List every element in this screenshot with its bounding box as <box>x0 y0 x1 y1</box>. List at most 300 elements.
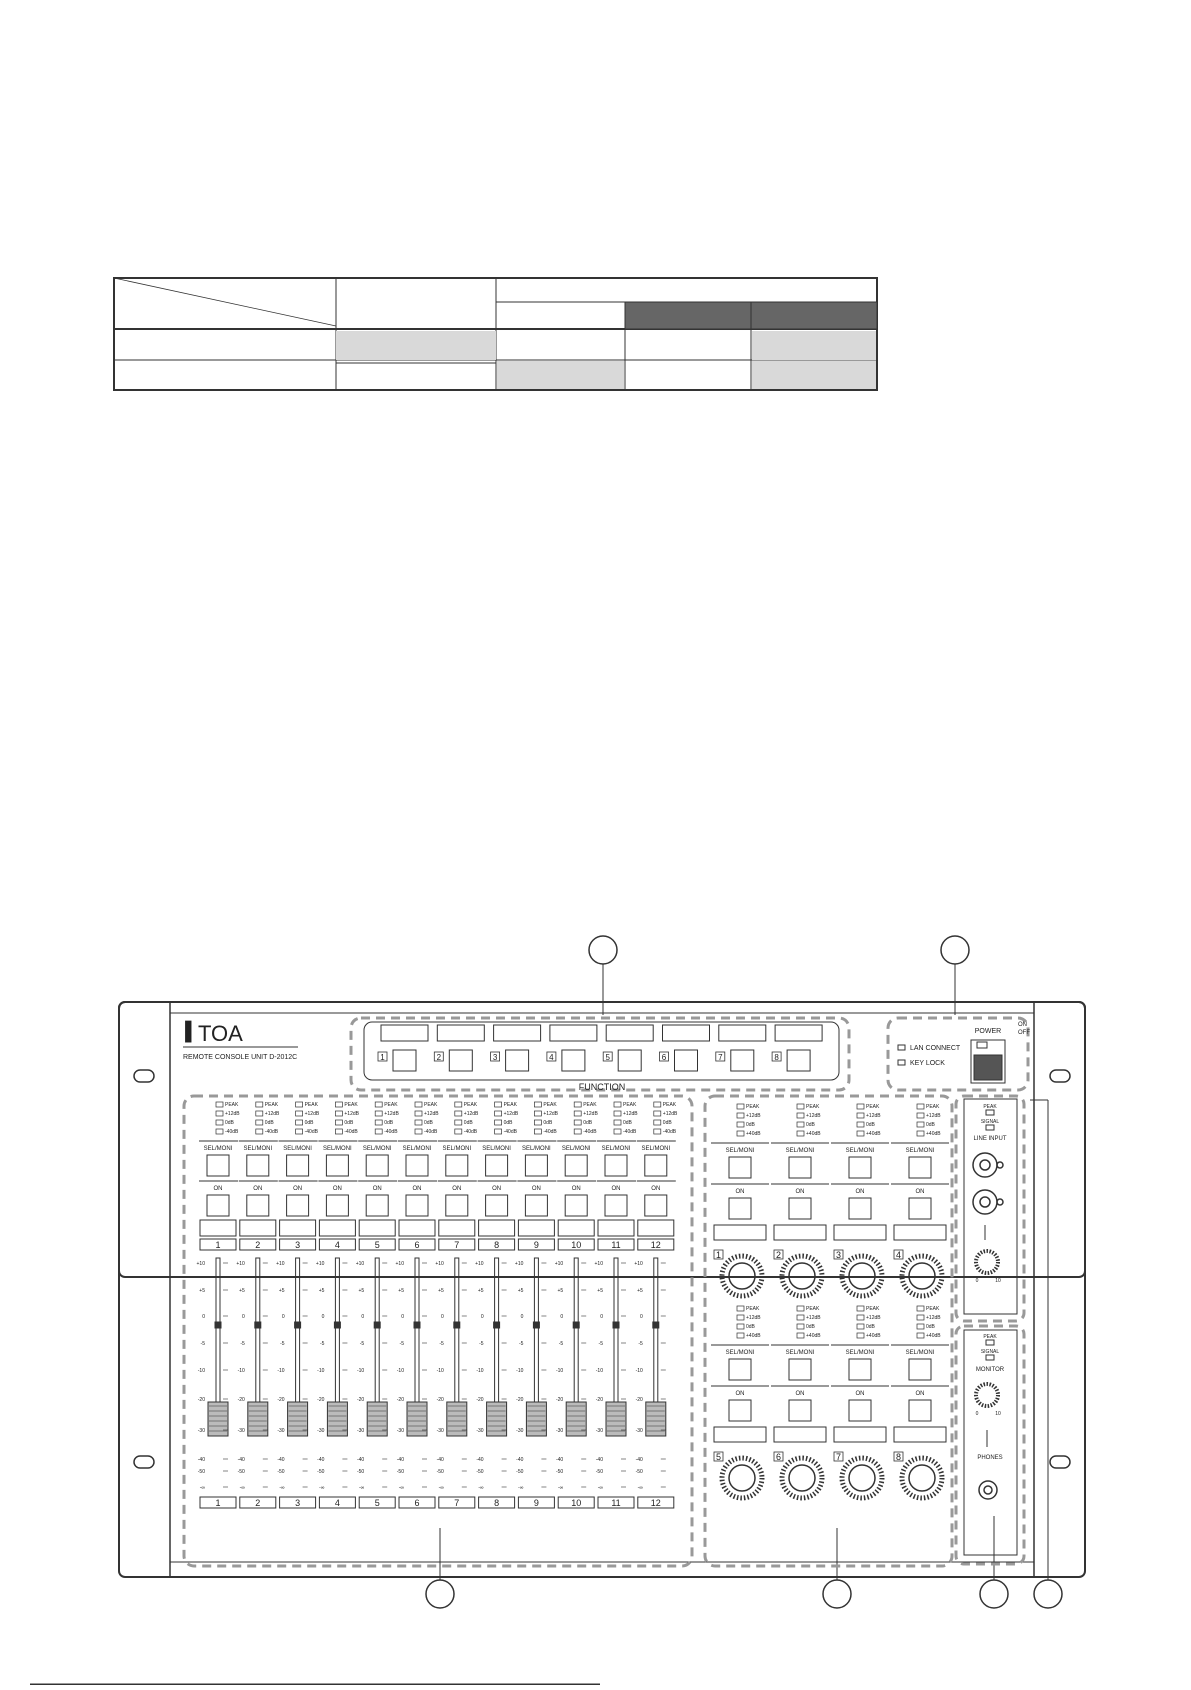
fader-scale-label: +5 <box>637 1288 643 1294</box>
meter-led <box>415 1111 422 1116</box>
rotary-number: 3 <box>835 1250 842 1260</box>
channel-name-display <box>774 1427 826 1442</box>
fader-channel <box>435 1101 479 1508</box>
fader-slot <box>614 1258 618 1418</box>
meter-led <box>857 1324 864 1329</box>
line-input-min: 0 <box>975 1278 979 1284</box>
meter-label: -40dB <box>623 1129 637 1135</box>
line-input-jack-center <box>980 1160 990 1170</box>
fader-scale-label: -40 <box>436 1457 444 1463</box>
fader-scale-label: -40 <box>635 1457 643 1463</box>
fader-scale-label: +10 <box>355 1261 365 1267</box>
meter-led <box>797 1324 804 1329</box>
on-button[interactable] <box>406 1195 428 1216</box>
fader-scale-label: +10 <box>315 1261 325 1267</box>
sel-moni-button[interactable] <box>247 1155 269 1176</box>
function-button[interactable] <box>562 1050 585 1071</box>
function-button[interactable] <box>618 1050 641 1071</box>
channel-number: 6 <box>414 1240 420 1250</box>
fader-scale-label: -∞ <box>319 1485 325 1491</box>
meter-led <box>574 1120 581 1125</box>
meter-led <box>415 1120 422 1125</box>
meter-led <box>797 1333 804 1338</box>
line-input-max: 10 <box>995 1278 1001 1284</box>
channel-number: 9 <box>533 1240 539 1250</box>
monitor-signal-led <box>986 1355 994 1360</box>
meter-label: PEAK <box>662 1102 677 1108</box>
sel-moni-label: SEL/MONI <box>725 1148 755 1154</box>
meter-led <box>654 1111 661 1116</box>
rotary-encoder-ring <box>842 1458 882 1498</box>
meter-label: PEAK <box>344 1102 358 1108</box>
meter-label: +40dB <box>866 1333 881 1339</box>
meter-led <box>614 1102 621 1107</box>
fader-slot <box>216 1258 220 1418</box>
unity-marker <box>334 1322 340 1328</box>
meter-label: -40dB <box>543 1129 557 1135</box>
line-input-jack <box>973 1190 997 1214</box>
meter-label: +40dB <box>926 1333 941 1339</box>
line-input-section <box>956 1096 1024 1321</box>
fader-scale-label: -10 <box>317 1368 325 1374</box>
rotary-number: 8 <box>895 1452 902 1462</box>
function-display <box>775 1025 822 1041</box>
rotary-channel <box>771 1306 829 1498</box>
sel-moni-label: SEL/MONI <box>362 1146 392 1152</box>
on-button[interactable] <box>565 1195 587 1216</box>
sel-moni-label: SEL/MONI <box>402 1146 432 1152</box>
unity-marker <box>215 1322 221 1328</box>
on-button[interactable] <box>525 1195 547 1216</box>
sel-moni-button[interactable] <box>729 1157 751 1178</box>
sel-moni-label: SEL/MONI <box>522 1146 551 1152</box>
bottom-channel-number: 11 <box>611 1498 621 1508</box>
fader-scale-label: -5 <box>240 1341 245 1347</box>
on-label: ON <box>452 1186 462 1192</box>
on-label: ON <box>253 1186 263 1192</box>
on-button[interactable] <box>486 1195 508 1216</box>
sel-moni-label: SEL/MONI <box>243 1146 273 1152</box>
on-button[interactable] <box>446 1195 468 1216</box>
fader-scale-label: -20 <box>356 1397 365 1403</box>
meter-led <box>917 1113 924 1118</box>
fader-scale-label: +5 <box>278 1288 285 1294</box>
on-label: ON <box>915 1189 925 1195</box>
meter-label: PEAK <box>304 1102 318 1108</box>
rotary-encoder-knob <box>789 1465 815 1491</box>
unity-marker <box>573 1322 579 1328</box>
meter-led <box>614 1129 621 1134</box>
sel-moni-label: SEL/MONI <box>845 1350 875 1356</box>
meter-label: +40dB <box>806 1131 821 1137</box>
sel-moni-label: SEL/MONI <box>785 1148 815 1154</box>
meter-led <box>737 1104 744 1109</box>
on-button[interactable] <box>326 1195 348 1216</box>
monitor-min: 0 <box>975 1411 979 1417</box>
fader-scale-label: -5 <box>558 1341 564 1347</box>
unity-marker <box>653 1322 659 1328</box>
line-input-peak-label: PEAK <box>983 1104 997 1110</box>
meter-led <box>415 1102 422 1107</box>
meter-label: PEAK <box>264 1102 279 1108</box>
function-number: 8 <box>774 1053 779 1062</box>
meter-led <box>534 1129 541 1134</box>
lan-connect-label: LAN CONNECT <box>910 1045 961 1052</box>
fader-scale-label: -30 <box>356 1428 365 1434</box>
summary-table <box>114 278 877 390</box>
fader-slot <box>256 1258 260 1418</box>
on-label: ON <box>855 1189 865 1195</box>
fader-scale-label: -∞ <box>239 1485 245 1491</box>
key-lock-led <box>898 1060 905 1065</box>
line-input-jack-indicator <box>997 1162 1003 1168</box>
line-input-jack-center <box>980 1197 990 1207</box>
rotary-channel <box>891 1104 949 1296</box>
power-section <box>888 1018 1030 1090</box>
fader-scale-label: 0 <box>281 1314 285 1320</box>
unity-marker <box>414 1322 420 1328</box>
on-label: ON <box>293 1186 303 1192</box>
meter-led <box>737 1315 744 1320</box>
sel-moni-button[interactable] <box>909 1359 931 1380</box>
fader-scale-label: -50 <box>277 1469 285 1475</box>
fader-slot <box>654 1258 658 1418</box>
fader-channel <box>515 1101 559 1508</box>
fader-scale-label: -30 <box>396 1428 404 1434</box>
bottom-channel-number: 2 <box>255 1498 261 1508</box>
on-button[interactable] <box>909 1198 931 1219</box>
channel-number: 1 <box>215 1240 221 1250</box>
fader-scale-label: +5 <box>199 1288 205 1294</box>
fader-scale-label: -10 <box>277 1368 285 1374</box>
bottom-channel-number: 7 <box>454 1498 460 1508</box>
on-label: ON <box>412 1186 422 1192</box>
meter-led <box>654 1120 661 1125</box>
meter-label: -40dB <box>662 1129 677 1135</box>
function-number: 1 <box>380 1053 385 1062</box>
fader-scale-label: -30 <box>317 1428 325 1434</box>
line-input-signal-led <box>986 1125 994 1130</box>
fader-scale-label: -5 <box>200 1341 205 1347</box>
channel-name-display <box>638 1220 674 1236</box>
meter-led <box>455 1129 462 1134</box>
channel-number: 12 <box>650 1240 661 1250</box>
fader-scale-label: -40 <box>237 1457 245 1463</box>
sel-moni-button[interactable] <box>789 1359 811 1380</box>
meter-label: +12dB <box>746 1113 761 1119</box>
meter-led <box>614 1111 621 1116</box>
fader-channel <box>236 1101 280 1508</box>
meter-led <box>797 1113 804 1118</box>
meter-led <box>737 1333 744 1338</box>
channel-number: 3 <box>295 1240 301 1250</box>
fader-scale-label: -40 <box>317 1457 325 1463</box>
rotary-number: 6 <box>775 1452 782 1462</box>
meter-led <box>797 1315 804 1320</box>
power-off-label: OFF <box>1018 1030 1030 1036</box>
sel-moni-button[interactable] <box>326 1155 348 1176</box>
channel-name-display <box>280 1220 316 1236</box>
meter-label: 0dB <box>926 1122 935 1128</box>
phones-jack <box>979 1481 997 1499</box>
meter-label: 0dB <box>866 1324 875 1330</box>
channel-number: 11 <box>611 1240 621 1250</box>
meter-label: -40dB <box>344 1129 358 1135</box>
sel-moni-label: SEL/MONI <box>785 1350 815 1356</box>
sel-moni-button[interactable] <box>729 1359 751 1380</box>
rotary-encoder-knob <box>909 1465 935 1491</box>
fader-scale-label: -20 <box>277 1397 285 1403</box>
meter-led <box>737 1113 744 1118</box>
meter-label: +12dB <box>746 1315 761 1321</box>
on-button[interactable] <box>247 1195 269 1216</box>
sel-moni-button[interactable] <box>849 1359 871 1380</box>
fader-scale-label: -∞ <box>557 1485 564 1491</box>
fader-scale-label: -5 <box>399 1341 404 1347</box>
fader-scale-label: -20 <box>555 1397 564 1403</box>
phones-jack-center <box>984 1486 992 1494</box>
meter-led <box>857 1113 864 1118</box>
meter-label: PEAK <box>463 1102 478 1108</box>
meter-label: +40dB <box>746 1333 761 1339</box>
fader-scale-label: -40 <box>555 1457 564 1463</box>
on-button[interactable] <box>789 1400 811 1421</box>
on-button[interactable] <box>645 1195 667 1216</box>
sel-moni-button[interactable] <box>789 1157 811 1178</box>
line-input-jack <box>973 1153 997 1177</box>
channel-number: 7 <box>454 1240 460 1250</box>
monitor-signal-label: SIGNAL <box>980 1349 1000 1355</box>
sel-moni-label: SEL/MONI <box>442 1146 472 1152</box>
fader-scale-label: -20 <box>635 1397 643 1403</box>
line-input-volume-knob <box>976 1251 998 1273</box>
channel-name-display <box>479 1220 515 1236</box>
monitor-peak-led <box>986 1340 994 1345</box>
meter-label: +12dB <box>304 1111 320 1117</box>
sel-moni-label: SEL/MONI <box>905 1350 935 1356</box>
on-button[interactable] <box>287 1195 309 1216</box>
bottom-channel-number: 8 <box>494 1498 500 1508</box>
channel-number: 4 <box>334 1240 340 1250</box>
power-label: POWER <box>974 1028 1002 1035</box>
rotary-channel <box>771 1104 829 1296</box>
sel-moni-button[interactable] <box>406 1155 428 1176</box>
bottom-channel-number: 6 <box>414 1498 420 1508</box>
unity-marker <box>295 1322 301 1328</box>
fader-scale-label: -50 <box>476 1469 484 1475</box>
meter-label: +12dB <box>806 1315 821 1321</box>
fader-scale-label: -∞ <box>597 1485 603 1491</box>
fader-scale-label: 0 <box>441 1314 444 1320</box>
meter-led <box>654 1102 661 1107</box>
meter-label: -40dB <box>424 1129 438 1135</box>
meter-led <box>216 1120 223 1125</box>
meter-led <box>917 1122 924 1127</box>
fader-scale-label: -∞ <box>398 1485 404 1491</box>
function-inner-frame <box>364 1022 839 1080</box>
channel-name-display <box>319 1220 355 1236</box>
channel-name-display <box>894 1225 946 1240</box>
sel-moni-button[interactable] <box>486 1155 508 1176</box>
fader-section <box>184 1096 692 1566</box>
fader-scale-label: -30 <box>516 1428 524 1434</box>
meter-label: 0dB <box>866 1122 875 1128</box>
fader-scale-label: -5 <box>518 1341 524 1347</box>
meter-led <box>375 1111 382 1116</box>
on-button[interactable] <box>909 1400 931 1421</box>
on-button[interactable] <box>789 1198 811 1219</box>
on-button[interactable] <box>207 1195 229 1216</box>
callouts <box>426 936 1062 1608</box>
monitor-label: MONITOR <box>975 1367 1005 1373</box>
fader-scale-label: +5 <box>597 1288 603 1294</box>
meter-led <box>857 1315 864 1320</box>
channel-name-display <box>894 1427 946 1442</box>
meter-label: +12dB <box>503 1111 519 1117</box>
meter-led <box>654 1129 661 1134</box>
fader-scale-label: 0 <box>361 1314 365 1320</box>
meter-led <box>296 1129 303 1134</box>
meter-label: 0dB <box>583 1120 593 1126</box>
power-rocker <box>974 1055 1002 1080</box>
power-indicator <box>977 1042 987 1048</box>
rotary-channel <box>831 1104 889 1296</box>
fader-slot <box>415 1258 419 1418</box>
meter-label: PEAK <box>746 1306 760 1312</box>
function-number: 7 <box>718 1053 723 1062</box>
fader-scale-label: -50 <box>436 1469 444 1475</box>
channel-name-display <box>598 1220 634 1236</box>
fader-scale-label: -30 <box>476 1428 484 1434</box>
on-button[interactable] <box>729 1400 751 1421</box>
fader-scale-label: -40 <box>595 1457 603 1463</box>
meter-label: +12dB <box>424 1111 439 1117</box>
unity-marker <box>255 1322 261 1328</box>
function-button[interactable] <box>506 1050 529 1071</box>
channel-name-display <box>774 1225 826 1240</box>
meter-label: +12dB <box>866 1113 881 1119</box>
sel-moni-label: SEL/MONI <box>482 1146 511 1152</box>
sel-moni-button[interactable] <box>909 1157 931 1178</box>
bottom-channel-number: 12 <box>650 1498 661 1508</box>
fader-scale-label: -40 <box>396 1457 404 1463</box>
sel-moni-button[interactable] <box>207 1155 229 1176</box>
fader-scale-label: -50 <box>555 1469 564 1475</box>
meter-label: PEAK <box>503 1102 517 1108</box>
fader-channel <box>475 1101 519 1508</box>
on-button[interactable] <box>849 1198 871 1219</box>
meter-label: -40dB <box>583 1129 597 1135</box>
bottom-channel-number: 1 <box>215 1498 221 1508</box>
sel-moni-button[interactable] <box>565 1155 587 1176</box>
function-display <box>494 1025 541 1041</box>
on-label: ON <box>372 1186 382 1192</box>
meter-label: 0dB <box>344 1120 354 1126</box>
fader-scale-label: -5 <box>439 1341 444 1347</box>
rotary-encoder-ring <box>722 1458 762 1498</box>
fader-scale-label: +10 <box>514 1261 524 1267</box>
power-dashed-frame <box>888 1018 1028 1090</box>
sel-moni-button[interactable] <box>525 1155 547 1176</box>
sel-moni-button[interactable] <box>366 1155 388 1176</box>
meter-led <box>917 1306 924 1311</box>
on-button[interactable] <box>849 1400 871 1421</box>
on-button[interactable] <box>605 1195 627 1216</box>
function-button[interactable] <box>449 1050 472 1071</box>
fader-scale-label: -50 <box>516 1469 524 1475</box>
meter-led <box>737 1122 744 1127</box>
channel-name-display <box>834 1427 886 1442</box>
meter-led <box>296 1111 303 1116</box>
sel-moni-button[interactable] <box>605 1155 627 1176</box>
callout-circle <box>980 1580 1008 1608</box>
fader-scale-label: -5 <box>598 1341 603 1347</box>
function-display <box>437 1025 484 1041</box>
on-button[interactable] <box>366 1195 388 1216</box>
fader-scale-label: -10 <box>516 1368 524 1374</box>
rotary-number: 7 <box>835 1452 842 1462</box>
meter-label: 0dB <box>806 1324 815 1330</box>
fader-channel <box>555 1101 599 1508</box>
meter-label: 0dB <box>623 1120 632 1126</box>
meter-led <box>534 1120 541 1125</box>
fader-scale-label: -10 <box>595 1368 603 1374</box>
fader-scale-label: 0 <box>321 1314 325 1320</box>
fader-scale-label: -5 <box>319 1341 325 1347</box>
fader-scale-label: +5 <box>358 1288 365 1294</box>
unity-marker <box>374 1322 380 1328</box>
sel-moni-button[interactable] <box>287 1155 309 1176</box>
meter-led <box>917 1104 924 1109</box>
fader-scale-label: -10 <box>635 1368 643 1374</box>
on-button[interactable] <box>729 1198 751 1219</box>
fader-scale-label: 0 <box>242 1314 245 1320</box>
function-button[interactable] <box>731 1050 754 1071</box>
meter-label: +12dB <box>662 1111 678 1117</box>
meter-label: +12dB <box>806 1113 821 1119</box>
sel-moni-label: SEL/MONI <box>601 1146 631 1152</box>
function-button[interactable] <box>675 1050 698 1071</box>
function-button[interactable] <box>393 1050 416 1071</box>
function-button[interactable] <box>787 1050 810 1071</box>
fader-scale-label: +10 <box>276 1261 285 1267</box>
sel-moni-label: SEL/MONI <box>323 1146 352 1152</box>
channel-name-display <box>834 1225 886 1240</box>
sel-moni-button[interactable] <box>849 1157 871 1178</box>
meter-led <box>917 1131 924 1136</box>
fader-scale-label: -∞ <box>478 1485 484 1491</box>
sel-moni-button[interactable] <box>446 1155 468 1176</box>
fader-scale-label: +5 <box>557 1288 564 1294</box>
fader-scale-label: -5 <box>359 1341 365 1347</box>
sel-moni-button[interactable] <box>645 1155 667 1176</box>
on-label: ON <box>855 1391 865 1397</box>
fader-scale-label: -5 <box>638 1341 643 1347</box>
function-number: 3 <box>492 1053 498 1062</box>
fader-scale-label: -50 <box>237 1469 245 1475</box>
fader-slot <box>574 1258 578 1418</box>
meter-label: +12dB <box>543 1111 559 1117</box>
callout-circle <box>426 1580 454 1608</box>
rotary-encoder-ring <box>782 1458 822 1498</box>
fader-scale-label: -10 <box>476 1368 484 1374</box>
rotary-number: 5 <box>715 1452 722 1462</box>
fader-scale-label: 0 <box>560 1314 564 1320</box>
fader-slot <box>534 1258 538 1418</box>
rack-mount-hole <box>1050 1070 1070 1082</box>
fader-scale-label: -∞ <box>637 1485 643 1491</box>
fader-scale-label: +10 <box>236 1261 245 1267</box>
